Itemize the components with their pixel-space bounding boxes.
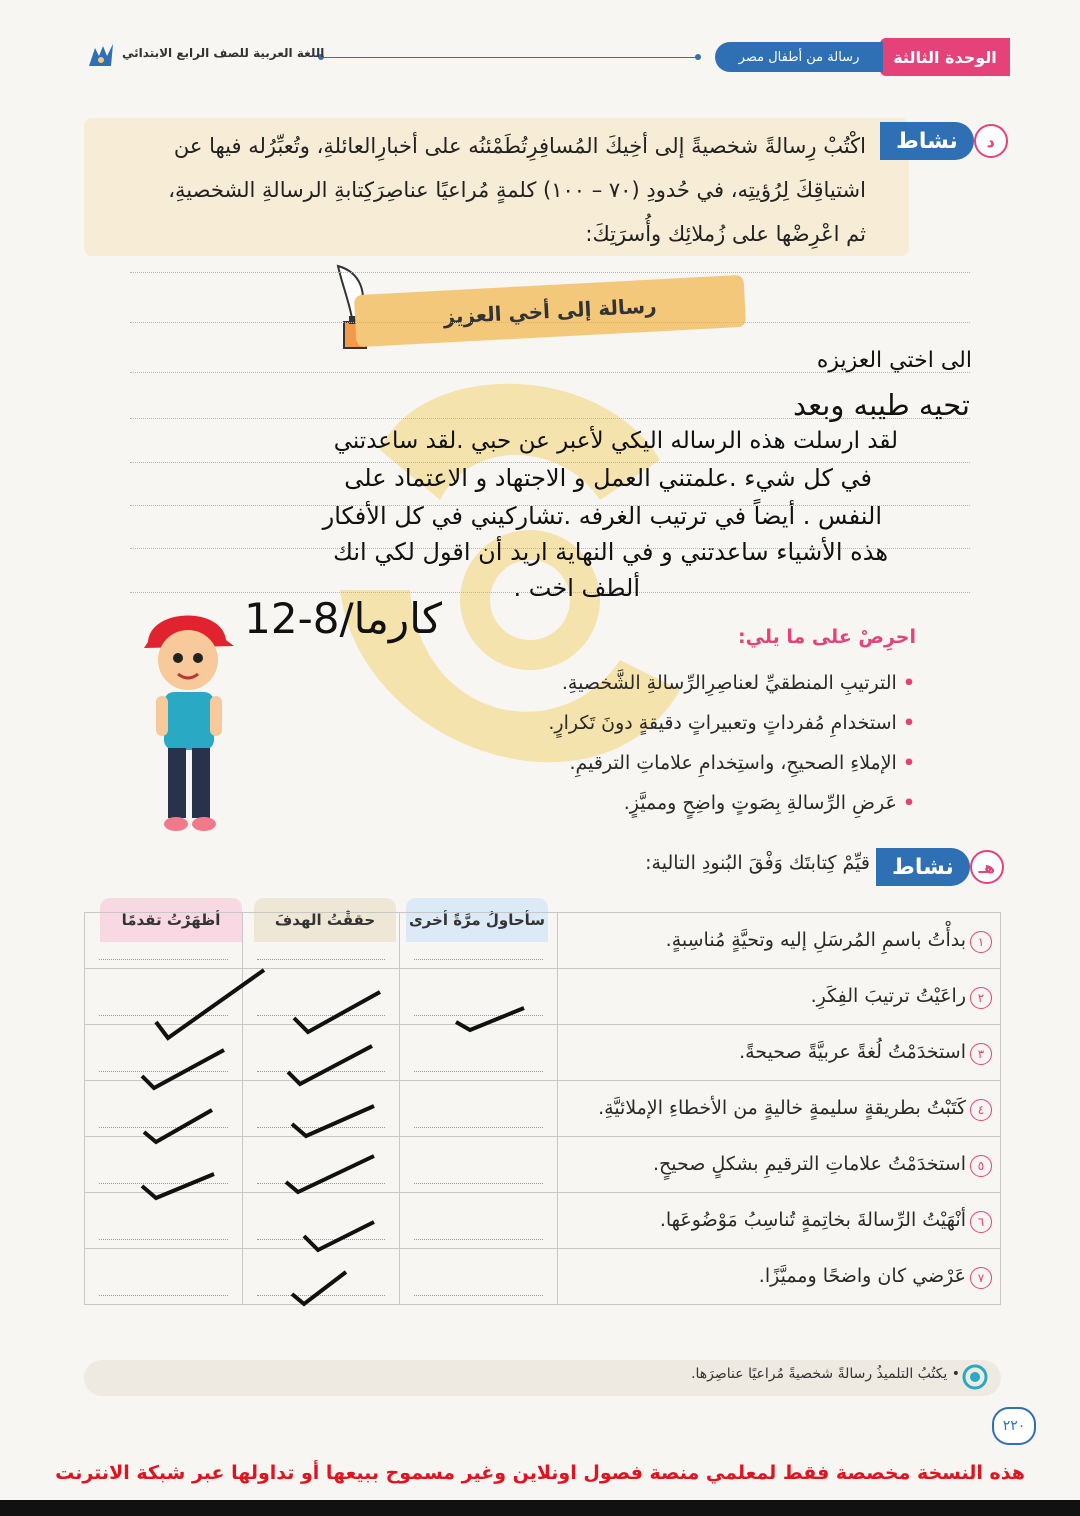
letter-salutation: تحيه طيبه وبعد	[793, 388, 970, 422]
activity-label: نشاط	[876, 848, 970, 886]
writing-line	[130, 272, 970, 273]
instruction-line: اشتياقِكَ لِرُؤيتِه، في حُدودِ (٧٠ – ١٠٠) كلمةٍ مُراعيًا عناصِرَكِتابةِ الرسالةِ الشخصيةِ،	[168, 178, 866, 202]
evaluation-instruction: قيِّمْ كِتابتَك وَفْقَ البُنودِ التالية:	[645, 852, 870, 874]
criterion-cell: ٥استخدَمْتُ علاماتِ الترقيمِ بشكلٍ صحيحٍ.	[557, 1137, 1000, 1193]
letter-body-line: ألطف اخت .	[513, 574, 640, 602]
checkmark-icon	[292, 1272, 346, 1304]
unit-label: الوحدة الثالثة	[880, 38, 1010, 76]
letter-body-line: النفس . أيضاً في ترتيب الغرفه .تشاركيني في كل الأفكار	[322, 502, 882, 530]
letter-greeting: الى اختي العزيزه	[816, 348, 972, 373]
list-item: •الإملاءِ الصحيحِ، واستِخدامِ علاماتِ الترقيمِ.	[569, 752, 915, 774]
activity-instructions	[96, 124, 866, 256]
checkmark-icon	[156, 970, 264, 1038]
reminders-title: احرِصْ على ما يلي:	[738, 626, 916, 648]
learning-objective: • يكتُبُ التلميذُ رسالةً شخصيةً مُراعيًا عناصِرَها.	[691, 1366, 960, 1382]
list-item: •استخدامِ مُفرداتٍ وتعبيراتٍ دقيقةٍ دونَ تَكرارٍ.	[548, 712, 915, 734]
activity-letter: د	[974, 124, 1008, 158]
criterion-cell: ٣استخدَمْتُ لُغةً عربيَّةً صحيحةً.	[557, 1025, 1000, 1081]
checkmark-icon	[288, 1046, 372, 1084]
letter-title: رسالة إلى أخي العزيز	[354, 275, 746, 347]
checkmark-icon	[304, 1222, 374, 1250]
checkmark-icon	[286, 1156, 374, 1192]
criterion-cell: ٤كَتَبْتُ بطريقةٍ سليمةٍ خاليةٍ من الأخطاءِ الإملائيَّةِ.	[557, 1081, 1000, 1137]
page-number: ٢٢٠	[992, 1407, 1036, 1445]
checkmark-icon	[292, 1106, 374, 1136]
target-icon	[962, 1364, 988, 1390]
list-item: •الترتيبِ المنطقيِّ لعناصِرِالرِّسالةِ الشَّخصيةِ.	[561, 672, 915, 694]
activity-badge-h	[876, 848, 998, 886]
criterion-cell: ١بدأْتُ باسمِ المُرسَلِ إليه وتحيَّةٍ مُناسِبةٍ.	[557, 913, 1000, 969]
header-divider-dot	[695, 54, 701, 60]
instruction-line: ثم اعْرِضْها على زُملائِك وأُسرَتِكَ:	[585, 222, 866, 246]
book-title: اللغة العربية للصف الرابع الابتدائي	[122, 46, 325, 60]
activity-label: نشاط	[880, 122, 974, 160]
checkmark-icon	[142, 1050, 224, 1088]
criterion-cell: ٧عَرْضي كان واضحًا ومميَّزًا.	[557, 1249, 1000, 1305]
activity-badge-d	[880, 122, 1002, 160]
letter-body-line: لقد ارسلت هذه الرساله اليكي لأعبر عن حبي .لقد ساعدتني	[333, 428, 898, 454]
criterion-cell: ٦أنْهَيْتُ الرِّسالةَ بخاتِمةٍ تُناسِبُ مَوْضُوعَها.	[557, 1193, 1000, 1249]
criterion-cell: ٢راعَيْتُ ترتيبَ الفِكَرِ.	[557, 969, 1000, 1025]
header-divider	[320, 57, 700, 58]
letter-body-line: هذه الأشياء ساعدتني و في النهاية اريد أن اقول لكي انك	[333, 538, 888, 566]
checkmark-icon	[144, 1110, 212, 1142]
column-header-progress: أظهَرْتُ تقدمًا	[100, 898, 242, 942]
publisher-logo-icon	[86, 40, 116, 70]
copyright-warning: هذه النسخة مخصصة فقط لمعلمي منصة فصول اونلاين وغير مسموح ببيعها أو تداولها عبر شبكة الانترنت	[55, 1462, 1025, 1484]
bottom-bar	[0, 1500, 1080, 1516]
handwritten-checkmarks	[84, 960, 584, 1320]
checkmark-icon	[294, 992, 380, 1032]
checkmark-icon	[456, 1008, 524, 1030]
child-illustration	[130, 600, 250, 840]
list-item: •عَرضِ الرِّسالةِ بِصَوتٍ واضِحٍ ومميَّزٍ.	[623, 792, 915, 814]
writing-line	[130, 462, 970, 463]
letter-signature: كارما/8-12	[244, 594, 442, 643]
letter-body-line: في كل شيء .علمتني العمل و الاجتهاد و الاعتماد على	[344, 464, 872, 492]
column-header-achieved: حققْتُ الهدفَ	[254, 898, 396, 942]
reminders-list	[420, 663, 915, 823]
lesson-label: رسالة من أطفال مصر	[715, 42, 883, 72]
column-header-try-again: سأحاولُ مرَّةً أخرى	[406, 898, 548, 942]
instruction-line: اكْتُبْ رِسالةً شخصيةً إلى أخِيكَ المُسافِرِتُطَمْئنُه على أخبارِالعائلةِ، وتُعبِّرُله فيها عن	[173, 134, 866, 158]
writing-line	[130, 322, 970, 323]
activity-letter: هـ	[970, 850, 1004, 884]
checkmark-icon	[142, 1174, 214, 1198]
